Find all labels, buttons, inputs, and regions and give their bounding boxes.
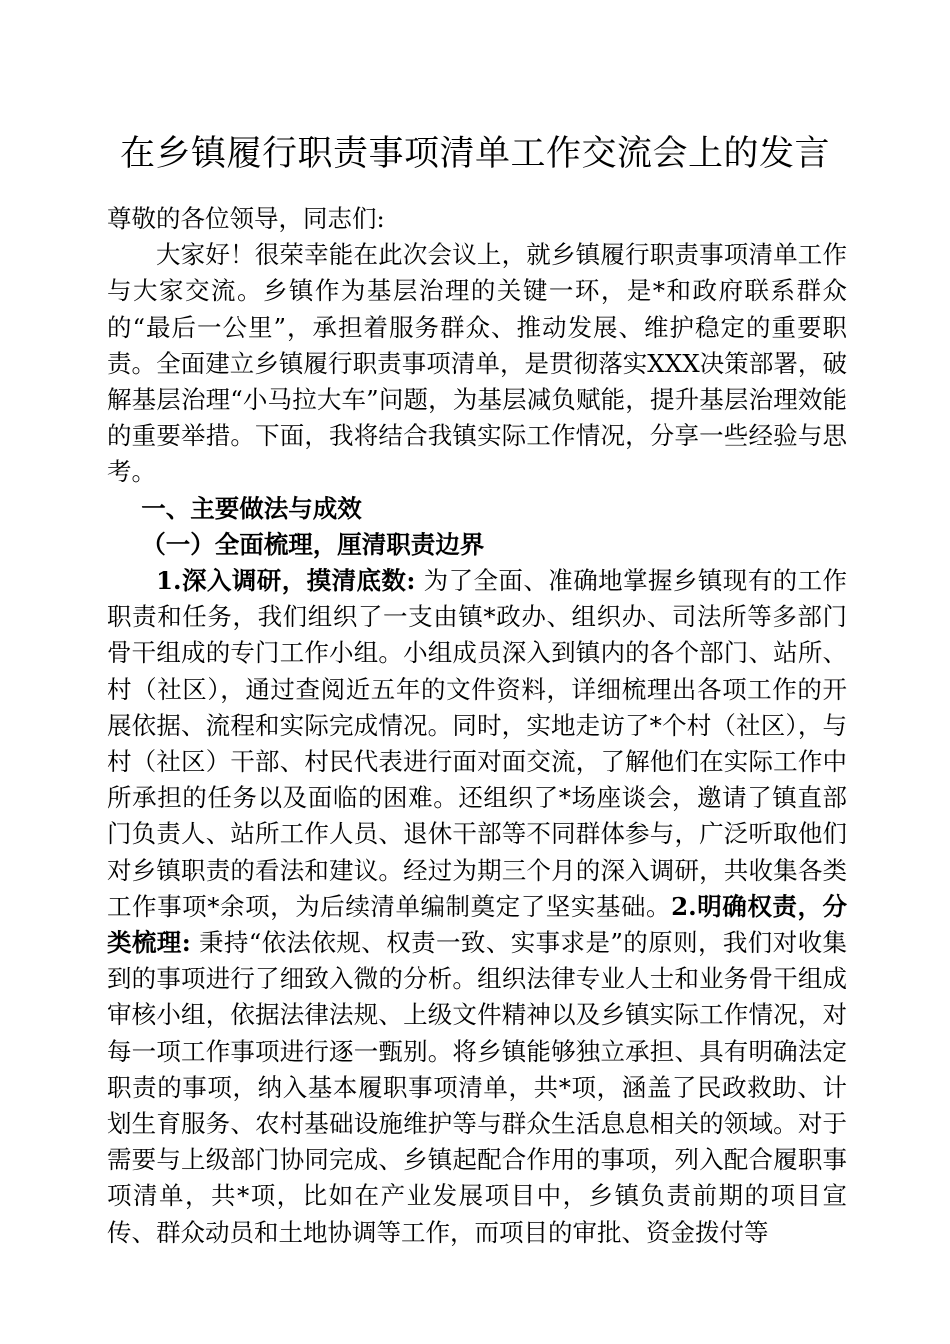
point2-text: 秉持“依法依规、权责一致、实事求是”的原则，我们对收集到的事项进行了细致入微的分析。组织法律专业人士和业务骨干组成审核小组，依据法律法规、上级文件精神以及乡镇实际工作情况，对每一项工作事项进行逐一甄别。将乡镇能够独立承担、具有明确法定职责的事项，纳入基本履职事项清单，共*项，涵盖了民政救助、计划生育服务、农村基础设施维护等与群众生活息息相关的领域。对于需要与上级部门协同完成、乡镇起配合作用的事项，列入配合履职事项清单，共*项，比如在产业发展项目中，乡镇负责前期的项目宣传、群众动员和土地协调等工作，而项目的审批、资金拨付等 [107,928,847,1247]
point1-lead: 1.深入调研，摸清底数: [156,566,416,596]
point1-text: 为了全面、准确地掌握乡镇现有的工作职责和任务，我们组织了一支由镇*政办、组织办、司法所等多部门骨干组成的专门工作小组。小组成员深入到镇内的各个部门、站所、村（社区），通过查阅近五年的文件资料，详细梳理出各项工作的开展依据、流程和实际完成情况。同时，实地走访了*个村（社区），与村（社区）干部、村民代表进行面对面交流，了解他们在实际工作中所承担的任务以及面临的困难。还组织了*场座谈会，邀请了镇直部门负责人、站所工作人员、退休干部等不同群体参与，广泛听取他们对乡镇职责的看法和建议。经过为期三个月的深入调研，共收集各类工作事项*余项，为后续清单编制奠定了坚实基础。 [107,566,847,921]
section-heading: 一、主要做法与成效 [141,493,362,523]
subsection-heading: （一）全面梳理，厘清职责边界 [141,529,485,559]
intro-paragraph: 大家好！很荣幸能在此次会议上，就乡镇履行职责事项清单工作与大家交流。乡镇作为基层治理的关键一环，是*和政府联系群众的“最后一公里”，承担着服务群众、推动发展、维护稳定的重要职责。全面建立乡镇履行职责事项清单，是贯彻落实XXX决策部署，破解基层治理“小马拉大车”问题，为基层减负赋能，提升基层治理效能的重要举措。下面，我将结合我镇实际工作情况，分享一些经验与思考。 [107,240,847,487]
document-body [107,201,847,1251]
points-paragraph [107,563,847,1251]
document-title: 在乡镇履行职责事项清单工作交流会上的发言 [119,134,830,174]
point2-lead: 2.明确权责，分类梳理: [107,891,848,958]
salutation: 尊敬的各位领导，同志们: [107,204,385,233]
